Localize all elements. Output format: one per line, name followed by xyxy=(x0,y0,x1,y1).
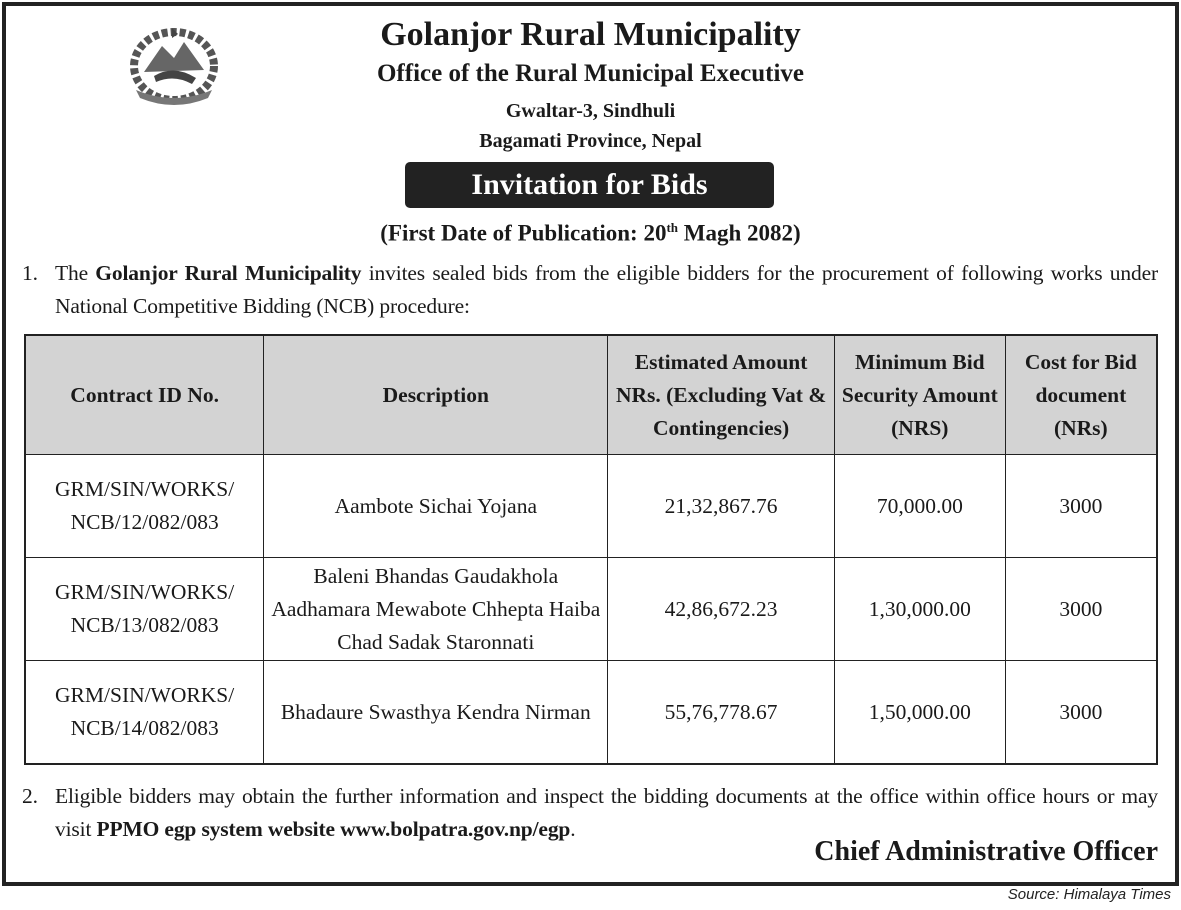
bid-cost: 3000 xyxy=(1005,661,1157,765)
description: Baleni Bhandas Gaudakhola Aadhamara Mewabote Chhepta Haiba Chad Sadak Staronnati xyxy=(264,558,608,661)
contract-id: GRM/SIN/WORKS/ NCB/13/082/083 xyxy=(25,558,264,661)
estimated-amount: 42,86,672.23 xyxy=(608,558,835,661)
address-line-2: Bagamati Province, Nepal xyxy=(479,130,702,152)
col-contract-id: Contract ID No. xyxy=(25,335,264,455)
table-row xyxy=(25,455,1157,558)
paragraph-2: 2. Eligible bidders may obtain the further information and inspect the bidding documents at the office within office hours or may visit PPMO egp system website www.bolpatra.gov.np/egp. xyxy=(22,784,1158,841)
col-bid-cost: Cost for Bid document (NRs) xyxy=(1005,335,1157,455)
bid-cost: 3000 xyxy=(1005,455,1157,558)
bid-cost: 3000 xyxy=(1005,558,1157,661)
address-line-1: Gwaltar-3, Sindhuli xyxy=(505,100,676,122)
estimated-amount: 21,32,867.76 xyxy=(608,455,835,558)
estimated-amount: 55,76,778.67 xyxy=(608,661,835,765)
office-name: Office of the Rural Municipal Executive xyxy=(376,60,804,87)
publication-date: (First Date of Publication: 20th Magh 2082) xyxy=(380,220,801,246)
bids-table xyxy=(24,334,1158,765)
bid-security: 1,50,000.00 xyxy=(834,661,1005,765)
signatory: Chief Administrative Officer xyxy=(814,836,1158,867)
paragraph-1: 1. The Golanjor Rural Municipality invites sealed bids from the eligible bidders for the procurement of following works under National Competitive Bidding (NCB) procedure: xyxy=(22,261,1158,318)
col-bid-security: Minimum Bid Security Amount (NRS) xyxy=(834,335,1005,455)
bid-security: 1,30,000.00 xyxy=(834,558,1005,661)
source-credit: Source: Himalaya Times xyxy=(1007,886,1171,903)
description: Bhadaure Swasthya Kendra Nirman xyxy=(264,661,608,765)
municipality-title: Golanjor Rural Municipality xyxy=(380,16,801,53)
description: Aambote Sichai Yojana xyxy=(264,455,608,558)
contract-id: GRM/SIN/WORKS/ NCB/12/082/083 xyxy=(25,455,264,558)
col-description: Description xyxy=(264,335,608,455)
contract-id: GRM/SIN/WORKS/ NCB/14/082/083 xyxy=(25,661,264,765)
bid-security: 70,000.00 xyxy=(834,455,1005,558)
table-header-row xyxy=(25,335,1157,455)
table-row xyxy=(25,661,1157,765)
table-row xyxy=(25,558,1157,661)
notice-banner: Invitation for Bids xyxy=(405,162,774,208)
col-estimated-amount: Estimated Amount NRs. (Excluding Vat & Contingencies) xyxy=(608,335,835,455)
